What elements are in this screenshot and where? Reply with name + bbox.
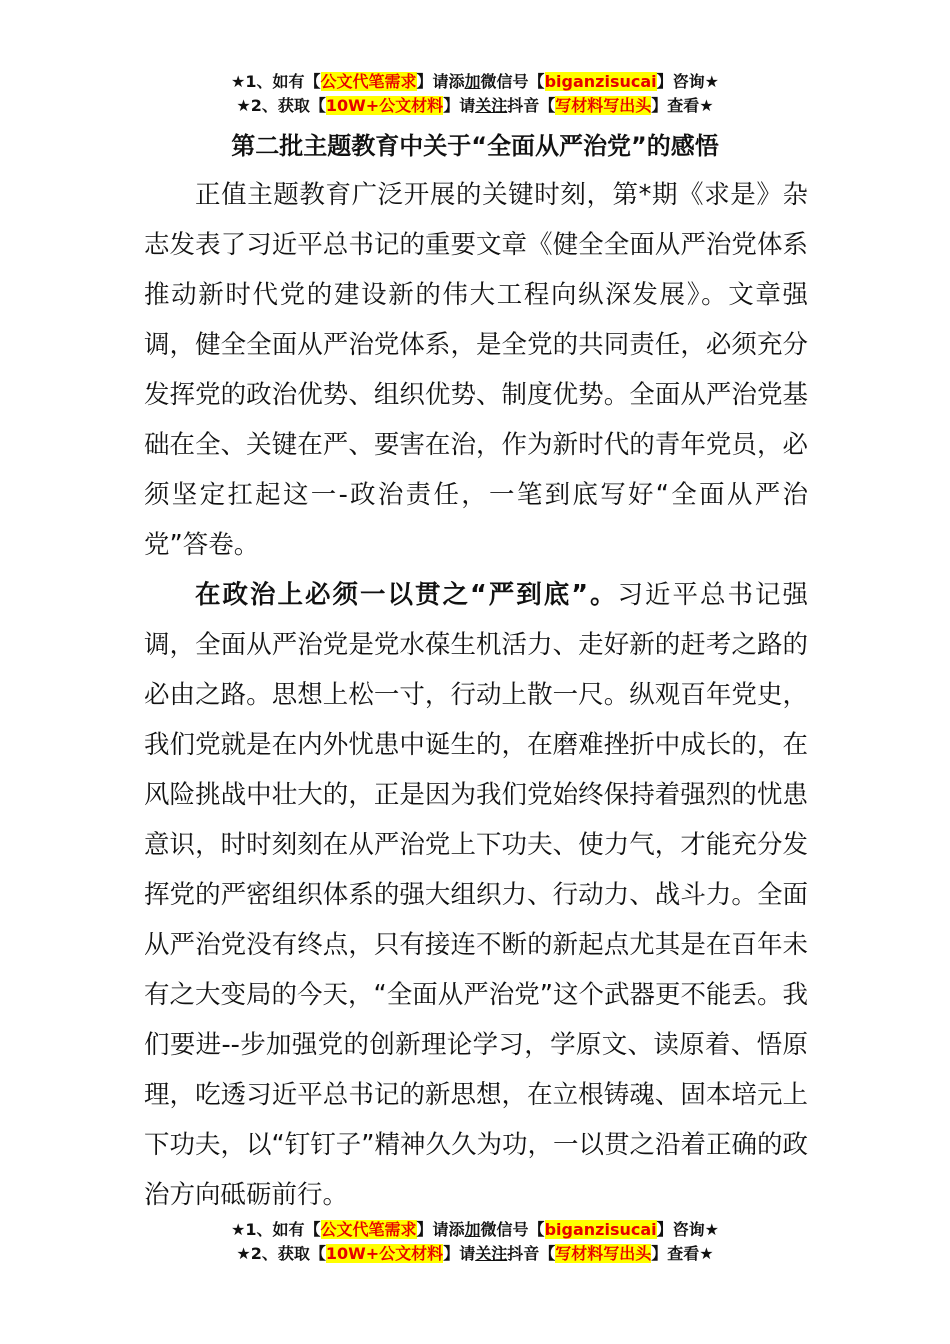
ad-highlight-douyin: 写材料写出头 — [555, 1244, 652, 1263]
ad-highlight-wechat: biganzisucai — [544, 72, 657, 91]
ad-underline: 加 — [464, 1220, 481, 1239]
top-ad-line-1 — [0, 70, 950, 94]
ad-text: 】查看★ — [651, 1244, 714, 1263]
ad-text: 】查看★ — [651, 96, 714, 115]
ad-text: ★2、获取【 — [236, 96, 326, 115]
top-ad-line-2 — [0, 94, 950, 118]
bottom-ad-banner — [0, 1218, 950, 1266]
ad-text: 】请添 — [416, 72, 465, 91]
ad-text: ★1、如有【 — [231, 1220, 321, 1239]
ad-highlight-materials: 10W+公文材料 — [325, 96, 444, 115]
paragraph-2 — [144, 570, 808, 1220]
document-title: 第二批主题教育中关于“全面从严治党”的感悟 — [231, 132, 719, 160]
top-ad-banner — [0, 70, 950, 118]
paragraph-1: 正值主题教育广泛开展的关键时刻，第*期《求是》杂志发表了习近平总书记的重要文章《健全全面从严治党体系推动新时代党的建设新的伟大工程向纵深发展》。文章强调，健全全面从严治党体系，是全党的共同责任，必须充分发挥党的政治优势、组织优势、制度优势。全面从严治党基础在全、关键在严、要害在治，作为新时代的青年党员，必须坚定扛起这一-政治责任，一笔到底写好“全面从严治党”答卷。 — [144, 180, 808, 560]
ad-underline: 加 — [464, 72, 481, 91]
ad-underline: 关注 — [475, 1244, 508, 1263]
paragraph-2-body: 习近平总书记强调，全面从严治党是党水葆生机活力、走好新的赶考之路的必由之路。思想上松一寸，行动上散一尺。纵观百年党史，我们党就是在内外忧患中诞生的，在磨难挫折中成长的，在风险挑战中壮大的，正是因为我们党始终保持着强烈的忧患意识，时时刻刻在从严治党上下功夫、使力气，才能充分发挥党的严密组织体系的强大组织力、行动力、战斗力。全面从严治党没有终点，只有接连不断的新起点尤其是在百年未有之大变局的今天，“全面从严治党”这个武器更不能丢。我们要进--步加强党的创新理论学习，学原文、读原着、悟原理，吃透习近平总书记的新思想，在立根铸魂、固本培元上下功夫，以“钉钉子”精神久久为功，一以贯之沿着正确的政治方向砥砺前行。 — [144, 580, 808, 1210]
ad-highlight-douyin: 写材料写出头 — [555, 96, 652, 115]
paragraph-2-heading: 在政治上必须一以贯之“严到底”。 — [195, 580, 618, 610]
ad-text: 】咨询★ — [656, 1220, 719, 1239]
ad-text: 微信号【 — [480, 72, 545, 91]
ad-text: 抖音【 — [507, 1244, 556, 1263]
ad-text: 】请 — [443, 1244, 476, 1263]
bottom-ad-line-1 — [0, 1218, 950, 1242]
document-body — [144, 170, 808, 1220]
ad-highlight-service: 公文代笔需求 — [320, 1220, 417, 1239]
ad-text: 】请添 — [416, 1220, 465, 1239]
ad-highlight-materials: 10W+公文材料 — [325, 1244, 444, 1263]
bottom-ad-line-2 — [0, 1242, 950, 1266]
ad-text: ★1、如有【 — [231, 72, 321, 91]
ad-highlight-service: 公文代笔需求 — [320, 72, 417, 91]
ad-highlight-wechat: biganzisucai — [544, 1220, 657, 1239]
ad-underline: 关注 — [475, 96, 508, 115]
ad-text: 】请 — [443, 96, 476, 115]
ad-text: ★2、获取【 — [236, 1244, 326, 1263]
ad-text: 微信号【 — [480, 1220, 545, 1239]
ad-text: 抖音【 — [507, 96, 556, 115]
ad-text: 】咨询★ — [656, 72, 719, 91]
